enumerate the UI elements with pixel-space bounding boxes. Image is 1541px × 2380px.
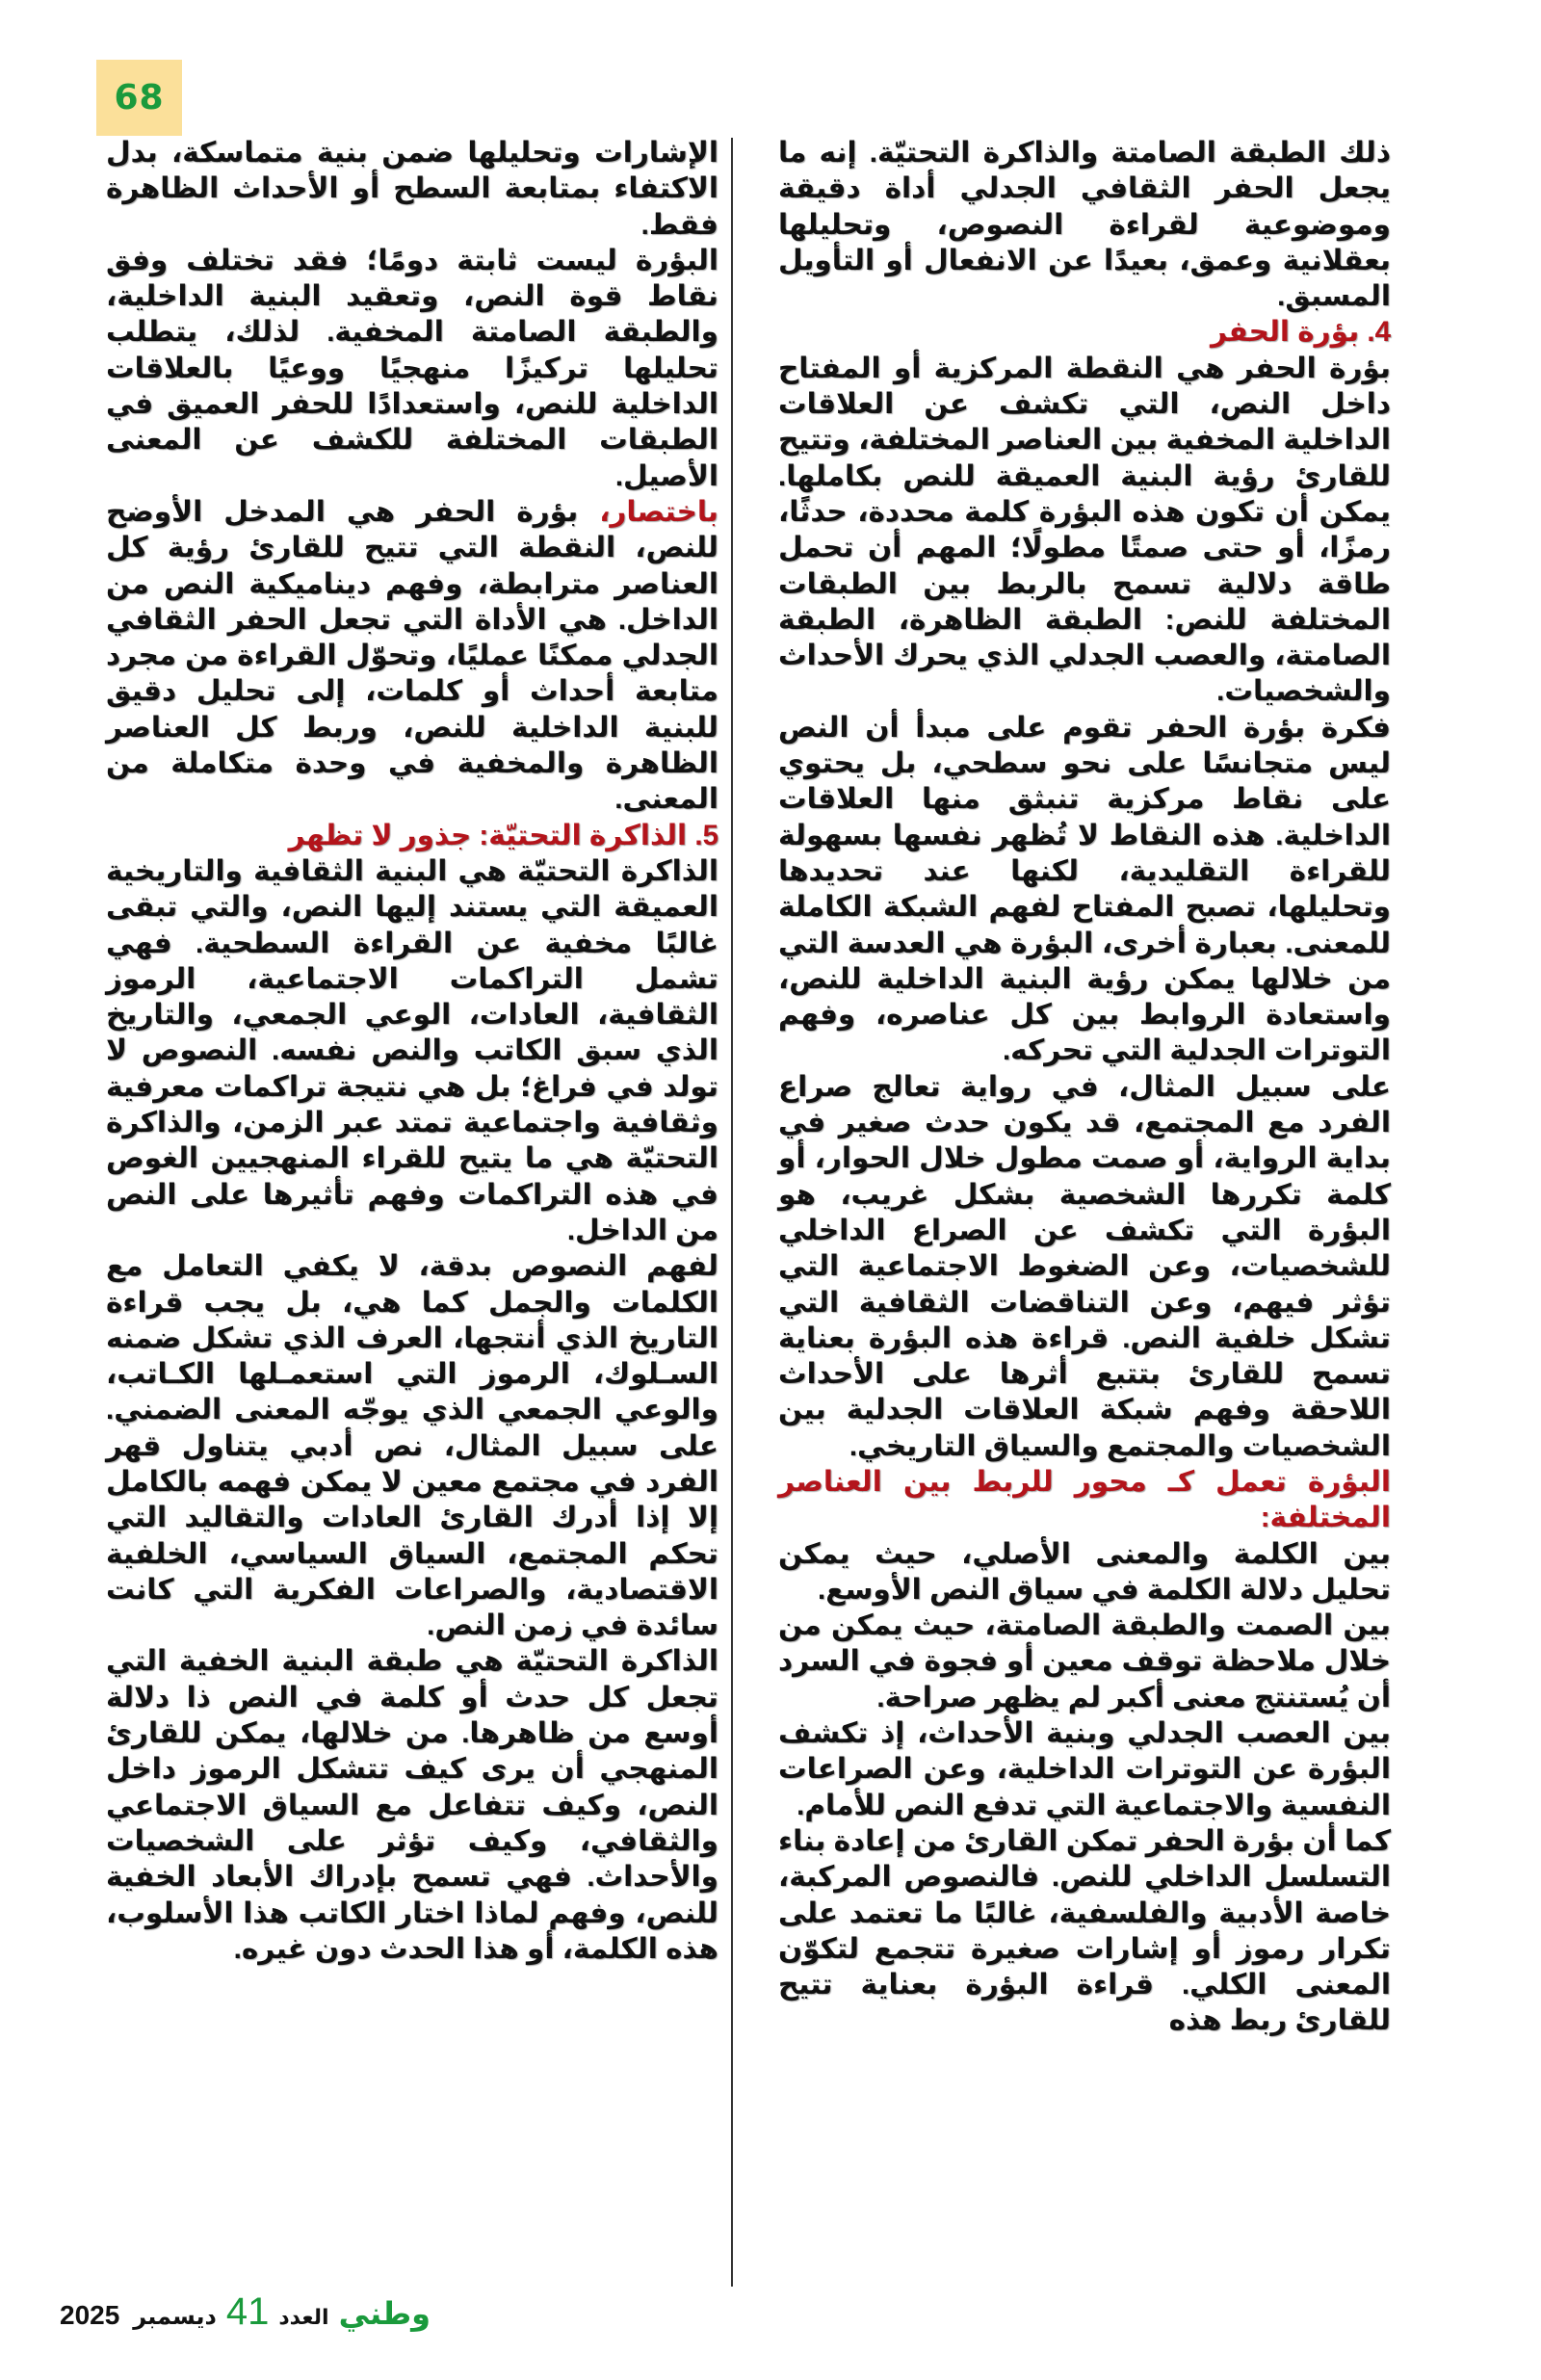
section-heading-5: 5. الذاكرة التحتيّة: جذور لا تظهر	[288, 819, 718, 851]
paragraph: البؤرة ليست ثابتة دومًا؛ فقد تختلف وفق نقاط قوة النص، وتعقيد البنية الداخلية، والطبقة الصامتة المخفية. لذلك، يتطلب تحليلها تركيزًا منهجيًا ووعيًا بالعلاقات الداخلية للنص، واستعدادًا للحفر العميق في الطبقات المختلفة للكشف عن المعنى الأصيل.	[106, 244, 718, 492]
paragraph: بين العصب الجدلي وبنية الأحداث، إذ تكشف البؤرة عن التوترات الداخلية، وعن الصراعات النفسية والاجتماعية التي تدفع النص للأمام.	[778, 1717, 1391, 1821]
paragraph: الذاكرة التحتيّة هي البنية الثقافية والتاريخية العميقة التي يستند إليها النص، والتي تبقى غالبًا مخفية عن القراءة السطحية. فهي تشمل التراكمات الاجتماعية، الرموز الثقافية، العادات، الوعي الجمعي، والتاريخ الذي سبق الكاتب والنص نفسه. النصوص لا تولد في فراغ؛ بل هي نتيجة تراكمات معرفية وثقافية واجتماعية تمتد عبر الزمن، والذاكرة التحتيّة هي ما يتيح للقراء المنهجيين الغوص في هذه التراكمات وفهم تأثيرها على النص من الداخل.	[106, 854, 718, 1246]
page-number: 68	[114, 78, 165, 118]
paragraph: لفهم النصوص بدقة، لا يكفي التعامل مع الكلمات والجمل كما هي، بل يجب قراءة التاريخ الذي أنتجها، العرف الذي تشكل ضمنه السـلوك، الرموز التي استعمـلها الكـاتب، والوعي الجمعي الذي يوجّه المعنى الضمني. على سبيل المثال، نص أدبي يتناول قهر الفرد في مجتمع معين لا يمكن فهمه بالكامل إلا إذا أدرك القارئ العادات والتقاليد التي تحكم المجتمع، السياق السياسي، الخلفية الاقتصادية، والصراعات الفكرية التي كانت سائدة في زمن النص.	[106, 1250, 718, 1642]
footer-issue-number: 41	[225, 2290, 270, 2333]
paragraph: الذاكرة التحتيّة هي طبقة البنية الخفية التي تجعل كل حدث أو كلمة في النص ذا دلالة أوسع من ظاهرها. من خلالها، يمكن للقارئ المنهجي أن يرى كيف تتشكل الرموز داخل النص، وكيف تتفاعل مع السياق الاجتماعي والثقافي، وكيف تؤثر على الشخصيات والأحداث. فهي تسمح بإدراك الأبعاد الخفية للنص، وفهم لماذا اختار الكاتب هذا الأسلوب، هذه الكلمة، أو هذا الحدث دون غيره.	[106, 1645, 718, 1965]
page-footer	[60, 2290, 431, 2333]
right-column	[778, 135, 1391, 2039]
paragraph: كما أن بؤرة الحفر تمكن القارئ من إعادة بناء التسلسل الداخلي للنص. فالنصوص المركبة، خاصة الأدبية والفلسفية، غالبًا ما تعتمد على تكرار رموز أو إشارات صغيرة تتجمع لتكوّن المعنى الكلي. قراءة البؤرة بعناية تتيح للقارئ ربط هذه	[778, 1824, 1391, 2037]
magazine-logo: وطني	[338, 2296, 431, 2331]
paragraph-summary	[106, 494, 718, 818]
left-column	[106, 135, 718, 1967]
footer-month: ديسمبر	[133, 2304, 217, 2330]
section-heading-4: 4. بؤرة الحفر	[1210, 316, 1391, 349]
paragraph: ذلك الطبقة الصامتة والذاكرة التحتيّة. إنه ما يجعل الحفر الثقافي الجدلي أداة دقيقة وموضوعية لقراءة النصوص، وتحليلها بعقلانية وعمق، بعيدًا عن الانفعال أو التأويل المسبق.	[778, 137, 1391, 313]
subheading: البؤرة تعمل كـ محور للربط بين العناصر المختلفة:	[778, 1465, 1391, 1534]
page-number-badge	[96, 60, 182, 136]
summary-lead: باختصار،	[599, 495, 718, 528]
paragraph: الإشارات وتحليلها ضمن بنية متماسكة، بدل الاكتفاء بمتابعة السطح أو الأحداث الظاهرة فقط.	[106, 137, 718, 241]
footer-year: 2025	[60, 2300, 120, 2330]
footer-issue-label: العدد	[278, 2305, 329, 2329]
summary-text: بؤرة الحفر هي المدخل الأوضح للنص، النقطة التي تتيح للقارئ رؤية كل العناصر مترابطة، وفهم ديناميكية النص من الداخل. هي الأداة التي تجعل الحفر الثقافي الجدلي ممكنًا عمليًا، وتحوّل القراءة من مجرد متابعة أحداث أو كلمات، إلى تحليل دقيق للبنية الداخلية للنص، وربط كل العناصر الظاهرة والمخفية في وحدة متكاملة من المعنى.	[106, 495, 718, 816]
paragraph: على سبيل المثال، في رواية تعالج صراع الفرد مع المجتمع، قد يكون حدث صغير في بداية الرواية، أو صمت مطول خلال الحوار، أو كلمة تكررها الشخصية بشكل غريب، هو البؤرة التي تكشف عن الصراع الداخلي للشخصيات، وعن الضغوط الاجتماعية التي تؤثر فيهم، وعن التناقضات الثقافية التي تشكل خلفية النص. قراءة هذه البؤرة بعناية تسمح للقارئ بتتبع أثرها على الأحداث اللاحقة وفهم شبكة العلاقات الجدلية بين الشخصيات والمجتمع والسياق التاريخي.	[778, 1070, 1391, 1462]
paragraph: فكرة بؤرة الحفر تقوم على مبدأ أن النص ليس متجانسًا على نحو سطحي، بل يحتوي على نقاط مركزية تنبثق منها العلاقات الداخلية. هذه النقاط لا تُظهر نفسها بسهولة للقراءة التقليدية، لكنها عند تحديدها وتحليلها، تصبح المفتاح لفهم الشبكة الكاملة للمعنى. بعبارة أخرى، البؤرة هي العدسة التي من خلالها يمكن رؤية البنية الداخلية للنص، واستعادة الروابط بين كل عناصره، وفهم التوترات الجدلية التي تحركه.	[778, 711, 1391, 1067]
column-divider	[731, 138, 733, 2287]
paragraph: بؤرة الحفر هي النقطة المركزية أو المفتاح داخل النص، التي تكشف عن العلاقات الداخلية المخفية بين العناصر المختلفة، وتتيح للقارئ رؤية البنية العميقة للنص بكاملها. يمكن أن تكون هذه البؤرة كلمة محددة، حدثًا، رمزًا، أو حتى صمتًا مطولًا؛ المهم أن تحمل طاقة دلالية تسمح بالربط بين الطبقات المختلفة للنص: الطبقة الظاهرة، الطبقة الصامتة، والعصب الجدلي الذي يحرك الأحداث والشخصيات.	[778, 352, 1391, 708]
paragraph: بين الصمت والطبقة الصامتة، حيث يمكن من خلال ملاحظة توقف معين أو فجوة في السرد أن يُستنتج معنى أكبر لم يظهر صراحة.	[778, 1609, 1391, 1713]
paragraph: بين الكلمة والمعنى الأصلي، حيث يمكن تحليل دلالة الكلمة في سياق النص الأوسع.	[778, 1537, 1391, 1606]
